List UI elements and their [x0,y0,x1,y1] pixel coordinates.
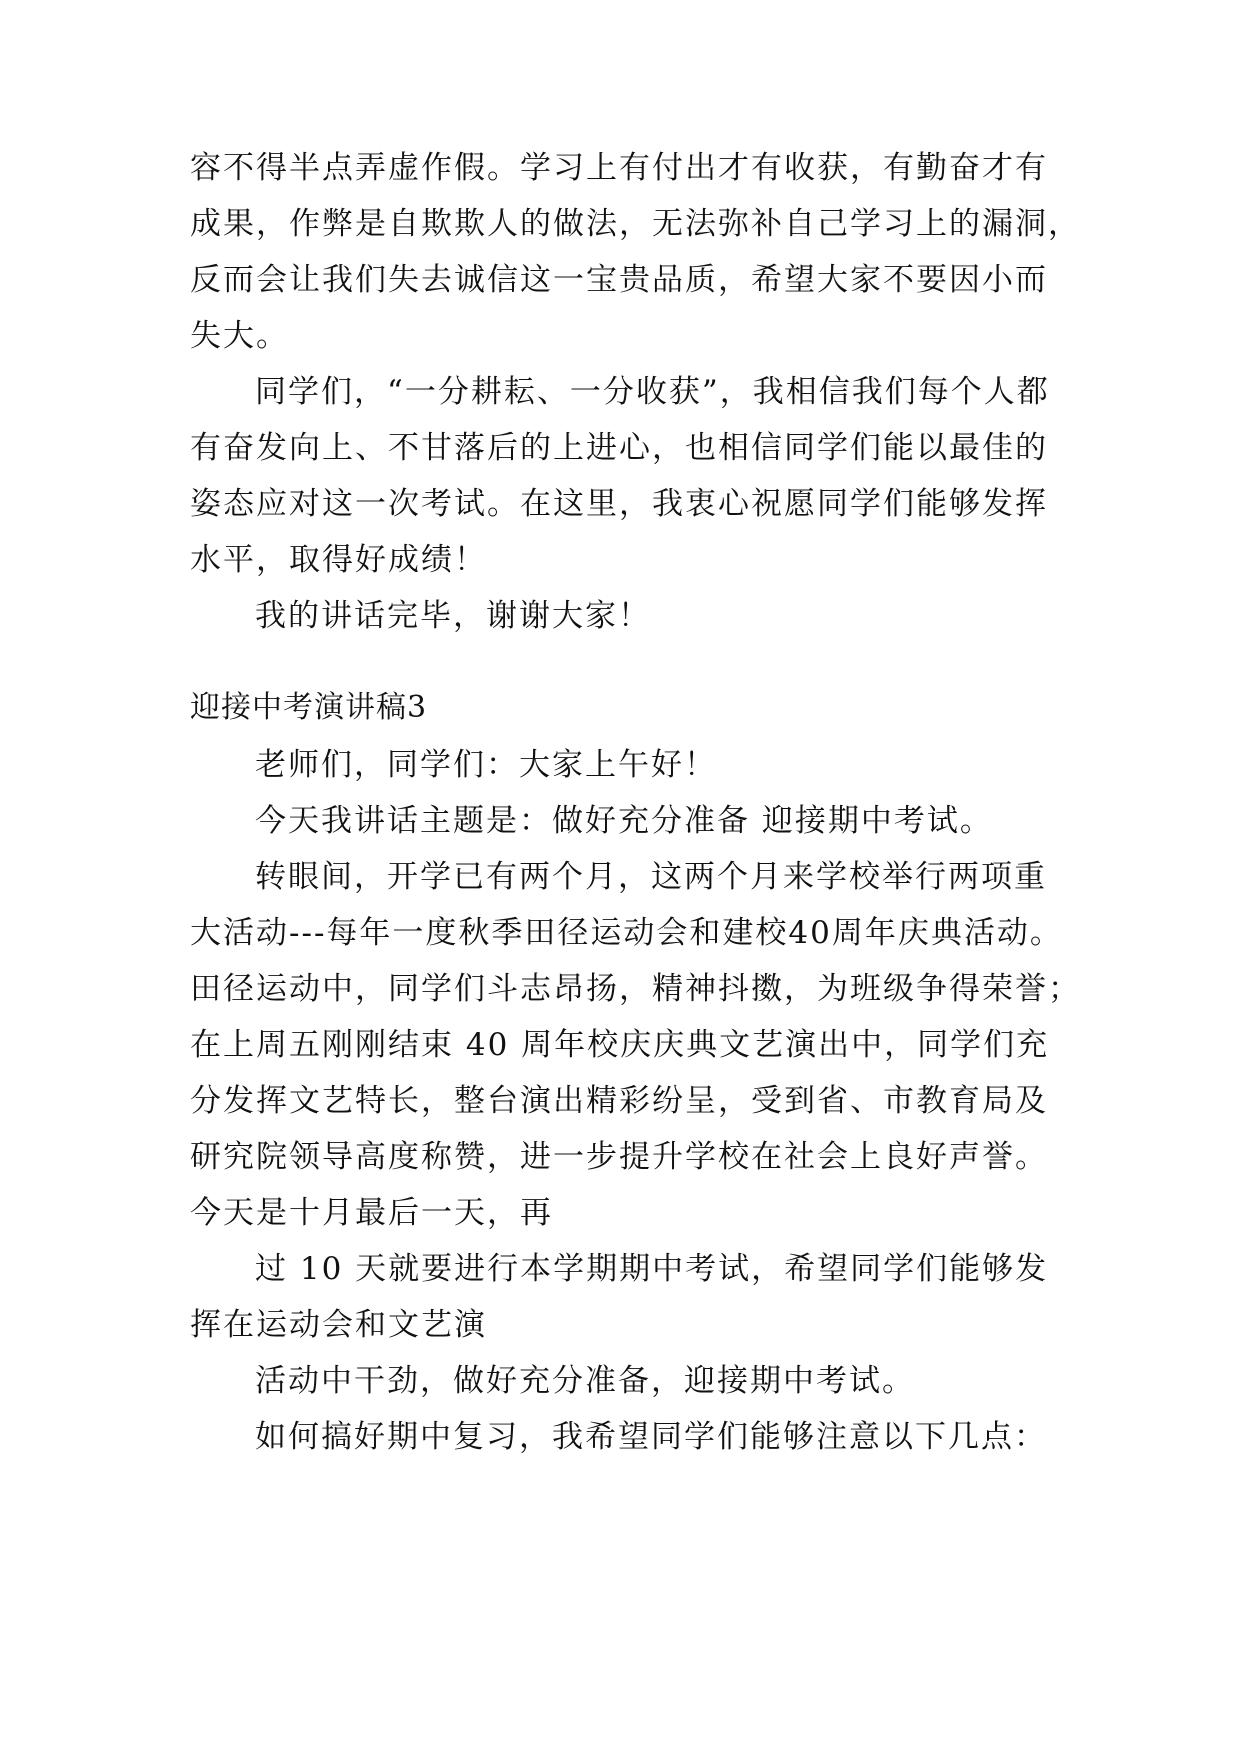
paragraph-first-line: 过 10 天就要进行本学期期中考试，希望同学们能够发 [255,1251,1049,1287]
text-line: 田径运动中，同学们斗志昂扬，精神抖擞，为班级争得荣誉； [190,971,1081,1007]
paragraph-first-line: 转眼间，开学已有两个月，这两个月来学校举行两项重 [255,859,1047,895]
text-line: 有奋发向上、不甘落后的上进心，也相信同学们能以最佳的 [190,430,1048,466]
greeting-line: 老师们，同学们：大家上午好！ [255,747,717,783]
text-line: 今天是十月最后一天，再 [190,1195,553,1231]
text-line: 失大。 [190,318,289,354]
topic-line: 今天我讲话主题是：做好充分准备 迎接期中考试。 [255,803,993,839]
text-line: 研究院领导高度称赞，进一步提升学校在社会上良好声誉。 [190,1139,1048,1175]
paragraph-first-line: 如何搞好期中复习，我希望同学们能够注意以下几点： [255,1419,1047,1455]
text-line: 成果，作弊是自欺欺人的做法，无法弥补自己学习上的漏洞， [190,206,1081,242]
paragraph-first-line: 我的讲话完毕，谢谢大家！ [255,598,651,634]
paragraph-first-line: 活动中干劲，做好充分准备，迎接期中考试。 [255,1363,915,1399]
text-line: 容不得半点弄虚作假。学习上有付出才有收获，有勤奋才有 [190,150,1048,186]
text-line: 挥在运动会和文艺演 [190,1307,487,1343]
text-line: 大活动---每年一度秋季田径运动会和建校40周年庆典活动。 [190,915,1063,951]
text-line: 反而会让我们失去诚信这一宝贵品质，希望大家不要因小而 [190,262,1048,298]
text-line: 姿态应对这一次考试。在这里，我衷心祝愿同学们能够发挥 [190,486,1048,522]
section-heading: 迎接中考演讲稿3 [190,690,428,725]
text-line: 分发挥文艺特长，整台演出精彩纷呈，受到省、市教育局及 [190,1083,1048,1119]
text-line: 水平，取得好成绩！ [190,542,487,578]
text-line: 在上周五刚刚结束 40 周年校庆庆典文艺演出中，同学们充 [190,1027,1050,1063]
paragraph-first-line: 同学们，“一分耕耘、一分收获”，我相信我们每个人都 [255,374,1050,410]
